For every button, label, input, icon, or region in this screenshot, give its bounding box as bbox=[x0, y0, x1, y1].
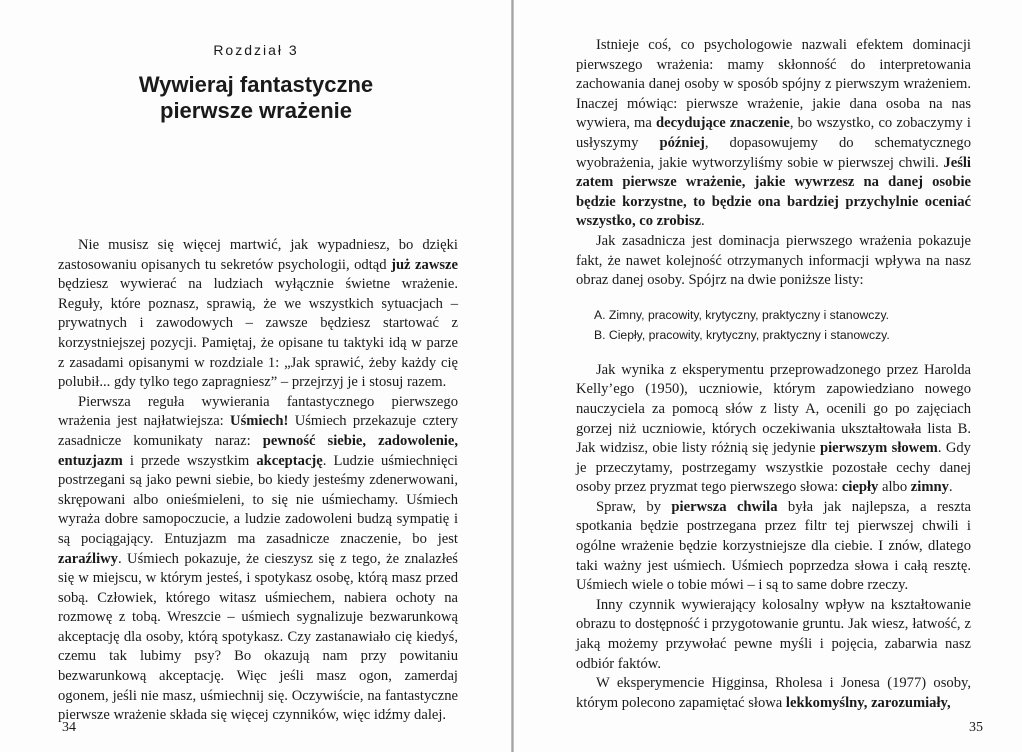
text-run: Pierwsza reguła wywierania fantastycznego pierwszego wrażenia jest najłatwiejsza: bbox=[58, 393, 458, 430]
list-item-b: B. Ciepły, pracowity, krytyczny, praktyczny i stanowczy. bbox=[594, 327, 890, 342]
bold-text: później bbox=[659, 134, 705, 151]
text-run: Uśmiech przekazuje cztery zasadnicze komunikaty naraz: bbox=[58, 413, 458, 449]
bold-text: zimny bbox=[910, 479, 949, 496]
right-page bbox=[514, 0, 1022, 752]
chapter-title-line-2: pierwsze wrażenie bbox=[160, 98, 352, 123]
paragraph bbox=[58, 236, 458, 393]
left-body-text bbox=[58, 236, 458, 726]
paragraph bbox=[576, 498, 971, 596]
list-item-a: A. Zimny, pracowity, krytyczny, praktyczny i stanowczy. bbox=[594, 307, 890, 322]
bold-text: Jeśli zatem pierwsze wrażenie, jakie wywrzesz na danej osobie będzie korzystne, to będzie ona bardziej przychylnie oceniać wszystko, co zrobisz bbox=[576, 154, 971, 230]
paragraph bbox=[576, 361, 971, 498]
text-run: Jak wynika z eksperymentu przeprowadzonego przez Harolda Kelly’ego (1950), uczniowie, którym zapowiedziano nowego nauczyciela za pomocą słów z listy A, ocenili go po zajęciach gorzej niż uczniowie, których oczekiwania ukształtowała lista B. Jak widzisz, obie listy różnią się jedynie bbox=[576, 361, 971, 457]
text-run: , dopasowujemy do schematycznego wyobrażenia, jakie wytworzyliśmy sobie w pierwszej chwili. bbox=[576, 134, 972, 171]
bold-text: decydujące znaczenie bbox=[656, 115, 790, 132]
paragraph bbox=[576, 36, 971, 232]
chapter-title-line-1: Wywieraj fantastyczne bbox=[138, 72, 374, 97]
paragraph bbox=[58, 393, 458, 726]
paragraph: Inny czynnik wywierający kolosalny wpływ na kształtowanie obrazu to dostępność i przygotowanie gruntu. Jak wiesz, łatwość, z jaką możemy przywołać pewne myśli i pojęcia, zabarwia nasz odbiór faktów. bbox=[576, 596, 971, 672]
text-run: była jak najlepsza, a reszta spotkania będzie postrzegana przez filtr tej pierwszej chwili i ogólne wrażenie będzie korzystniejsze dla ciebie. I znów, dlatego taki ważny jest uśmiech. Uśmiech poprzedza słowa i całą resztę. Uśmiech wiele o tobie mówi – i są to same dobre rzeczy. bbox=[576, 498, 971, 594]
bold-text: zaraźliwy bbox=[58, 550, 118, 567]
paragraph bbox=[576, 674, 971, 713]
text-run: . bbox=[700, 213, 705, 230]
text-run: i przede wszystkim bbox=[122, 452, 257, 469]
bold-text: pierwsza chwila bbox=[671, 498, 778, 515]
page-number: 35 bbox=[969, 720, 983, 735]
chapter-title bbox=[0, 72, 512, 124]
bold-text: już zawsze bbox=[391, 256, 458, 273]
bold-text: pewność siebie, zadowolenie, entuzjazm bbox=[58, 432, 458, 469]
bold-text: ciepły bbox=[841, 479, 879, 496]
word-lists bbox=[594, 305, 971, 345]
text-run: Istnieje coś, co psychologowie nazwali efektem dominacji pierwszego wrażenia: mamy skłonność do interpretowania zachowania danej osoby w sposób spójny z pierwszym wrażeniem. Inaczej mówiąc: pierwsze wrażenie, jakie dana osoba na nas wywiera, ma bbox=[576, 37, 971, 132]
bold-text: lekkomyślny, zarozumiały, bbox=[785, 694, 951, 711]
text-run: . Uśmiech pokazuje, że cieszysz się z tego, że znalazłeś się w miejscu, w którym jesteś, i spotykasz osobę, którą masz przed sobą. Człowiek, którego witasz uśmiechem, nabiera ochoty na rozmowę z tobą. Wreszcie – uśmiech sygnalizuje bezwarunkową akceptację dla osoby, którą spotykasz. Czy zastanawiało cię kiedyś, czemu tak lubimy psy? Bo okazują nam przy powitaniu bezwarunkową akceptację. Więc jeśli masz ogon, zamerdaj ogonem, jeśli nie masz, uśmiechnij się. Oczywiście, na fantastyczne pierwsze wrażenie składa się więcej czynników, więc idźmy dalej. bbox=[58, 550, 458, 724]
text-run: W eksperymencie Higginsa, Rholesa i Jonesa (1977) osoby, którym polecono zapamiętać słowa bbox=[576, 675, 971, 711]
page-number: 34 bbox=[62, 720, 76, 735]
chapter-label: Rozdział 3 bbox=[213, 42, 299, 58]
text-run: , bo wszystko, co zobaczymy i usłyszymy bbox=[576, 115, 971, 151]
bold-text: Uśmiech! bbox=[230, 413, 289, 430]
text-run: . bbox=[948, 479, 953, 496]
text-run: albo bbox=[878, 479, 911, 496]
bold-text: pierwszym słowem bbox=[820, 440, 938, 457]
bold-text: akceptację bbox=[256, 452, 323, 469]
text-run: Nie musisz się więcej martwić, jak wypadniesz, bo dzięki zastosowaniu opisanych tu sekretów psychologii, odtąd bbox=[58, 237, 458, 273]
text-run: . Ludzie uśmiechnięci postrzegani są jako pewni siebie, bo kiedy jesteśmy zdenerwowani, skrępowani albo onieśmieleni, to się nie uśmiechamy. Uśmiech wyraża dobre samopoczucie, a ludzie zadowoleni budzą sympatię i są pociągający. Entuzjazm ma zasadnicze znaczenie, bo jest bbox=[58, 452, 458, 547]
paragraph: Jak zasadnicza jest dominacja pierwszego wrażenia pokazuje fakt, że nawet kolejność otrzymanych informacji wpływa na nasz obraz danej osoby. Spójrz na dwie poniższe listy: bbox=[576, 232, 971, 289]
text-run: Spraw, by bbox=[596, 498, 672, 515]
text-run: będziesz wywierać na ludziach wyłącznie świetne wrażenie. Reguły, które poznasz, sprawią, że we wszystkich sytuacjach – prywatnych i zawodowych – zawsze będziesz startować z korzystniejszej pozycji. Pamiętaj, że opisane tu taktyki idą w parze z zasadami opisanymi w rozdziale 1: „Jak sprawić, żeby każdy cię polubił... gdy tylko tego zapragniesz” – przejrzyj je i stosuj razem. bbox=[58, 276, 458, 391]
right-body-text bbox=[576, 36, 971, 713]
text-run: . Gdy je przeczytamy, postrzegamy wszystkie pozostałe cechy danej osoby przez pryzmat tego pierwszego słowa: bbox=[576, 440, 971, 496]
